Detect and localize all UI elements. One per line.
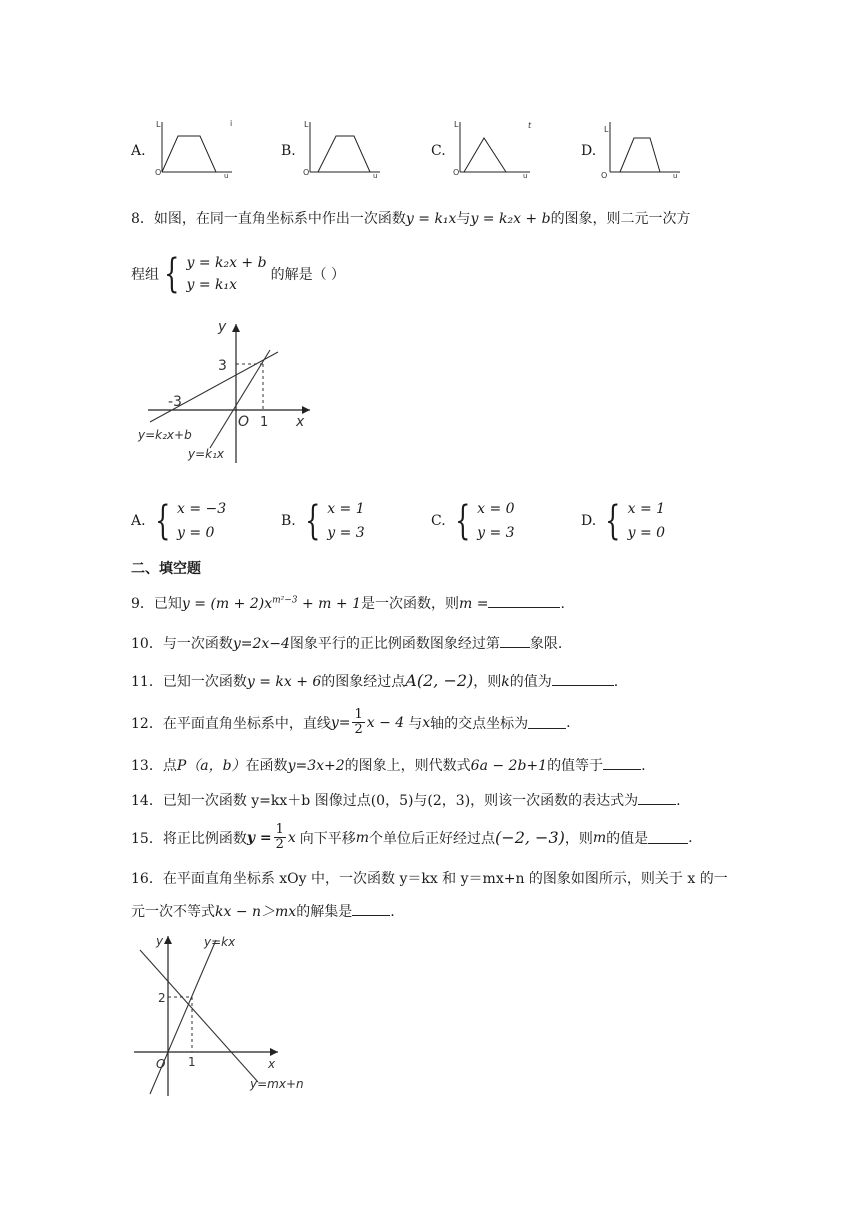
q8-origin-label: O	[238, 414, 250, 430]
q7-y-label: L	[604, 125, 609, 134]
answer-blank	[648, 831, 688, 844]
answer-blank	[488, 595, 560, 608]
q8-brace: {	[164, 251, 180, 297]
fraction-half: $\frac{1}{2}$	[275, 822, 284, 852]
q7-origin-label: O	[303, 168, 310, 177]
q11-line: 11．已知一次函数y = kx + 6的图象经过点A(2, −2)，则k的值为 .	[131, 671, 619, 690]
q16-line1-label: y=kx	[204, 935, 236, 949]
q7-option-label: B.	[281, 143, 296, 159]
q7-origin-label: O	[601, 171, 608, 178]
q7-origin-label: O	[155, 168, 162, 177]
answer-blank	[352, 903, 390, 916]
answer-blank	[603, 757, 641, 770]
q8-option-d: D. { x = 1 y = 0	[581, 498, 666, 544]
q7-corner-label: i	[230, 119, 233, 128]
q7-option-c-graph	[448, 118, 538, 178]
q8-graph	[130, 318, 320, 468]
q9-line: 9．已知$y = (m + 2)x^{m^2-3} + m + 1$是一次函数，则m = .	[131, 595, 565, 612]
q7-corner-label: t	[528, 121, 532, 130]
q7-y-label: L	[304, 120, 309, 129]
q7-x-label: u	[373, 172, 378, 178]
answer-blank	[500, 635, 530, 648]
q12-line: 12．在平面直角坐标系中，直线 y= $\frac{1}{2}$ x − 4 与 x 轴的交点坐标为 .	[131, 707, 571, 737]
q16-tick-x: 1	[188, 1055, 196, 1069]
q7-option-label: D.	[581, 143, 597, 159]
q8-stem-line1: 8．如图，在同一直角坐标系中作出一次函数y = k₁x与y = k₂x + b的图象，则二元一次方	[131, 211, 691, 227]
q8-option-c: C. { x = 0 y = 3	[431, 498, 515, 544]
q8-equation-system: y = k₂x + b y = k₁x	[186, 255, 267, 293]
q14-line: 14．已知一次函数 y=kx＋b 图像过点(0，5)与(2，3)，则该一次函数的表达式为 .	[131, 793, 681, 809]
q7-origin-label: O	[453, 168, 460, 177]
q16-origin-label: O	[156, 1057, 166, 1071]
q8-tick-y: 3	[218, 358, 227, 374]
q16-line2: 元一次不等式kx − n＞mx的解集是 .	[131, 904, 395, 920]
q16-graph	[130, 930, 320, 1100]
q16-x-label: x	[268, 1057, 276, 1071]
q8-x-label: x	[296, 414, 305, 430]
q7-option-b-graph	[298, 118, 388, 178]
q7-option-label: A.	[131, 143, 146, 159]
q7-y-label: L	[156, 120, 161, 129]
answer-blank	[528, 716, 566, 729]
q7-x-label: u	[523, 172, 528, 178]
q10-line: 10．与一次函数y=2x−4图象平行的正比例函数图象经过第 象限.	[131, 636, 563, 652]
q7-y-label: L	[454, 120, 459, 129]
answer-blank	[552, 673, 614, 686]
fraction-half: $\frac{1}{2}$	[354, 707, 363, 737]
q8-line1-label: y=k₂x+b	[138, 428, 192, 442]
q8-y-label: y	[218, 319, 227, 335]
q8-option-a: A. { x = −3 y = 0	[131, 498, 227, 544]
q13-line: 13．点P（a，b）在函数y=3x+2的图象上，则代数式6a − 2b+1的值等于 .	[131, 758, 646, 774]
q16-y-label: y	[156, 934, 164, 948]
q8-option-b: B. { x = 1 y = 3	[281, 498, 365, 544]
q7-option-d-graph	[598, 118, 688, 178]
q7-option-a-graph	[148, 118, 238, 178]
section-heading: 二、填空题	[131, 561, 201, 577]
q16-line1: 16．在平面直角坐标系 xOy 中，一次函数 y＝kx 和 y＝mx+n 的图象如图所示，则关于 x 的一	[131, 871, 728, 887]
q16-tick-y: 2	[158, 991, 166, 1005]
q8-stem-line2: 程组 { y = k₂x + b y = k₁x 的解是（ ）	[131, 251, 346, 297]
q15-line: 15．将正比例函数 y = $\frac{1}{2}$ x 向下平移 m 个单位后正好经过点 (−2, −3) ，则 m 的值是 .	[131, 822, 693, 852]
q7-option-label: C.	[431, 143, 446, 159]
q7-x-label: u	[224, 172, 229, 178]
q7-x-label: u	[673, 172, 678, 178]
q8-line2-label: y=k₁x	[188, 447, 225, 461]
q16-line2-label: y=mx+n	[250, 1077, 304, 1091]
q8-tick-x: 1	[260, 415, 269, 430]
answer-blank	[638, 792, 676, 805]
q8-tick-neg: -3	[168, 394, 182, 410]
